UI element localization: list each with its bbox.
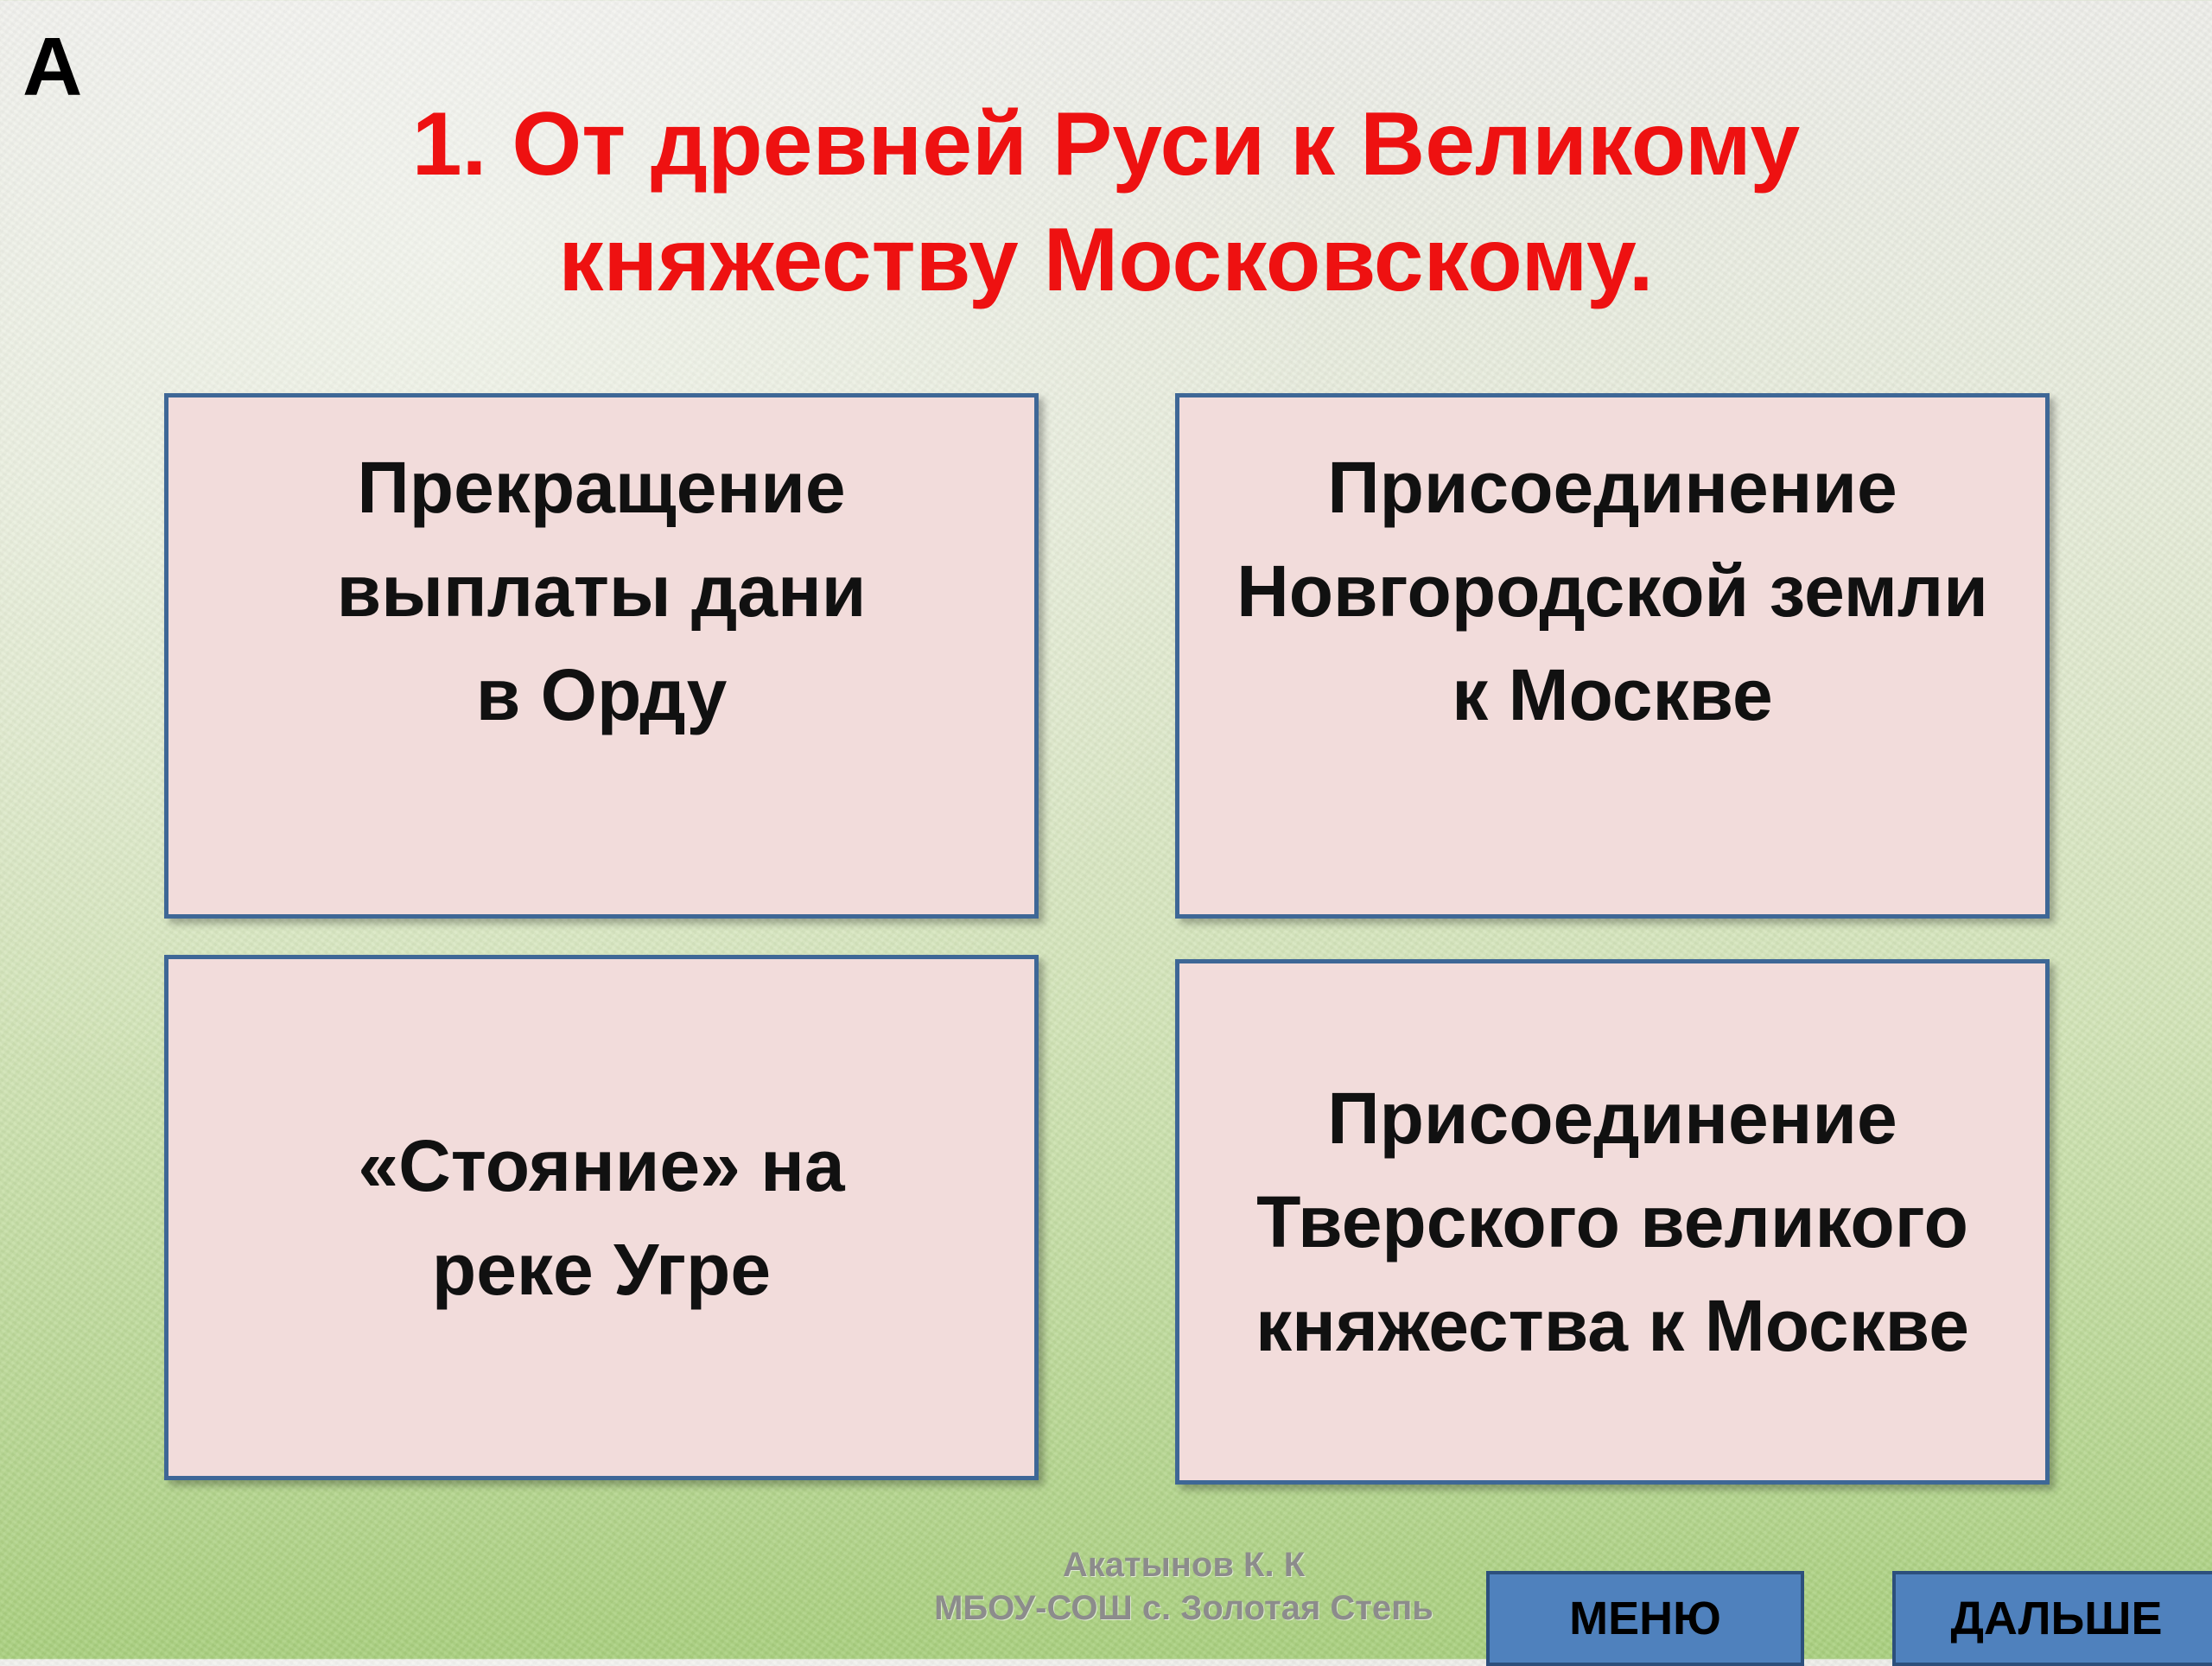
answer-card-ugra-standoff[interactable]: [164, 955, 1039, 1480]
answer-card-tribute-end[interactable]: [164, 393, 1039, 919]
slide-letter-label: А: [22, 21, 83, 113]
author-credit: [847, 1543, 1521, 1630]
answer-card-text: Прекращение выплаты дани в Орду: [336, 447, 867, 735]
author-name: Акатынов К. К: [1062, 1546, 1306, 1584]
author-school: МБОУ-СОШ с. Золотая Степь: [934, 1589, 1433, 1627]
answer-card-text: «Стояние» на реке Угре: [358, 1125, 845, 1310]
menu-button[interactable]: МЕНЮ: [1486, 1571, 1804, 1666]
answer-card-novgorod[interactable]: [1175, 393, 2050, 919]
answer-card-text: Присоединение Новгородской земли к Москве: [1236, 447, 1988, 735]
next-button[interactable]: ДАЛЬШЕ: [1892, 1571, 2212, 1666]
answer-card-tver[interactable]: [1175, 959, 2050, 1485]
slide-title: 1. От древней Руси к Великому княжеству Московскому.: [411, 94, 1801, 310]
answer-card-text: Присоединение Тверского великого княжества к Москве: [1255, 1078, 1969, 1366]
